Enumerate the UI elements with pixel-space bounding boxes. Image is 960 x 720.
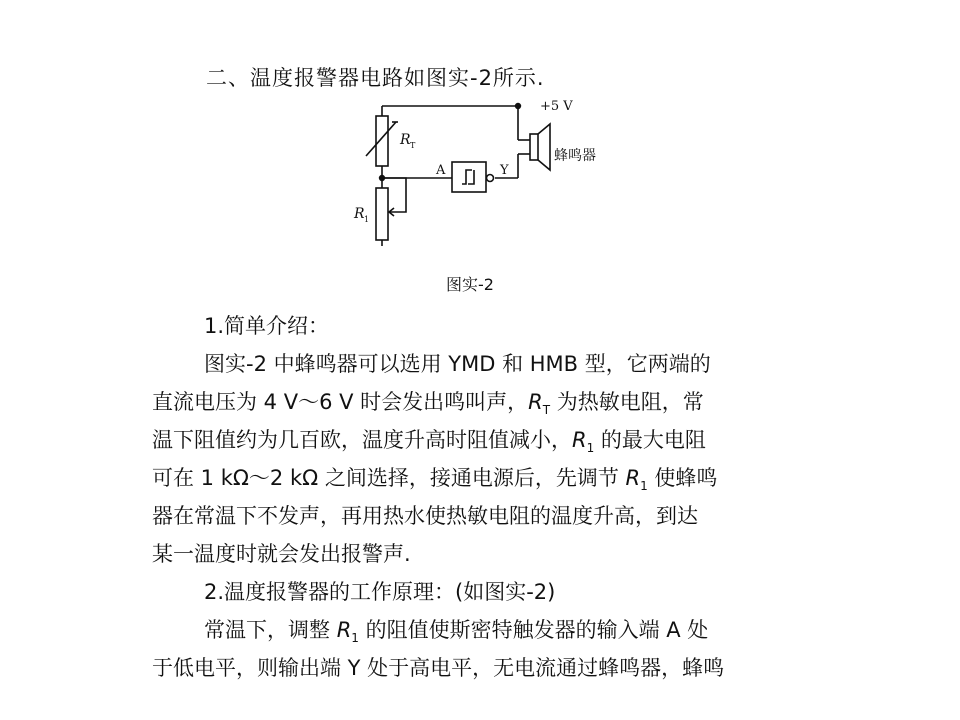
text-line-10: 于低电平，则输出端 Y 处于高电平，无电流通过蜂鸣器，蜂鸣 (152, 656, 725, 680)
buzzer-body (530, 134, 538, 160)
text-line-8: 2.温度报警器的工作原理：(如图实-2) (204, 580, 556, 604)
buzzer-horn (538, 124, 550, 170)
buzzer-label: 蜂鸣器 (554, 148, 596, 164)
supply-label: +5 V (540, 99, 573, 114)
r1-potentiometer (376, 188, 388, 240)
schmitt-trigger-box (452, 162, 486, 192)
text-line-1: 1.简单介绍： (204, 314, 330, 338)
r1-sub-label: 1 (364, 215, 370, 224)
inverter-bubble (487, 175, 494, 182)
text-line-6: 器在常温下不发声，再用热水使热敏电阻的温度升高，到达 (152, 504, 698, 528)
output-y-label: Y (500, 163, 509, 178)
rt-resistor (376, 116, 388, 166)
rt-label: R (400, 132, 411, 148)
section-heading: 二、温度报警器电路如图实-2所示. (206, 66, 545, 90)
circuit-diagram (340, 92, 620, 252)
r1-label: R (354, 206, 365, 222)
text-line-9: 常温下，调整 $R_1$ 的阻值使斯密特触发器的输入端 A 处 (204, 618, 709, 646)
text-line-3: 直流电压为 4 V～6 V 时会发出鸣叫声，$R_T$ 为热敏电阻，常 (152, 390, 704, 418)
rt-sub-label: T (410, 141, 416, 150)
text-line-2: 图实-2 中蜂鸣器可以选用 YMD 和 HMB 型，它两端的 (204, 352, 711, 376)
hysteresis-symbol (462, 170, 474, 184)
text-line-5: 可在 1 kΩ～2 kΩ 之间选择，接通电源后，先调节 $R_1$ 使蜂鸣 (152, 466, 718, 494)
figure-caption: 图实-2 (446, 275, 494, 294)
input-a-label: A (436, 163, 446, 178)
text-line-7: 某一温度时就会发出报警声. (152, 542, 411, 566)
text-line-4: 温下阻值约为几百欧，温度升高时阻值减小，$R_1$ 的最大电阻 (152, 428, 706, 456)
